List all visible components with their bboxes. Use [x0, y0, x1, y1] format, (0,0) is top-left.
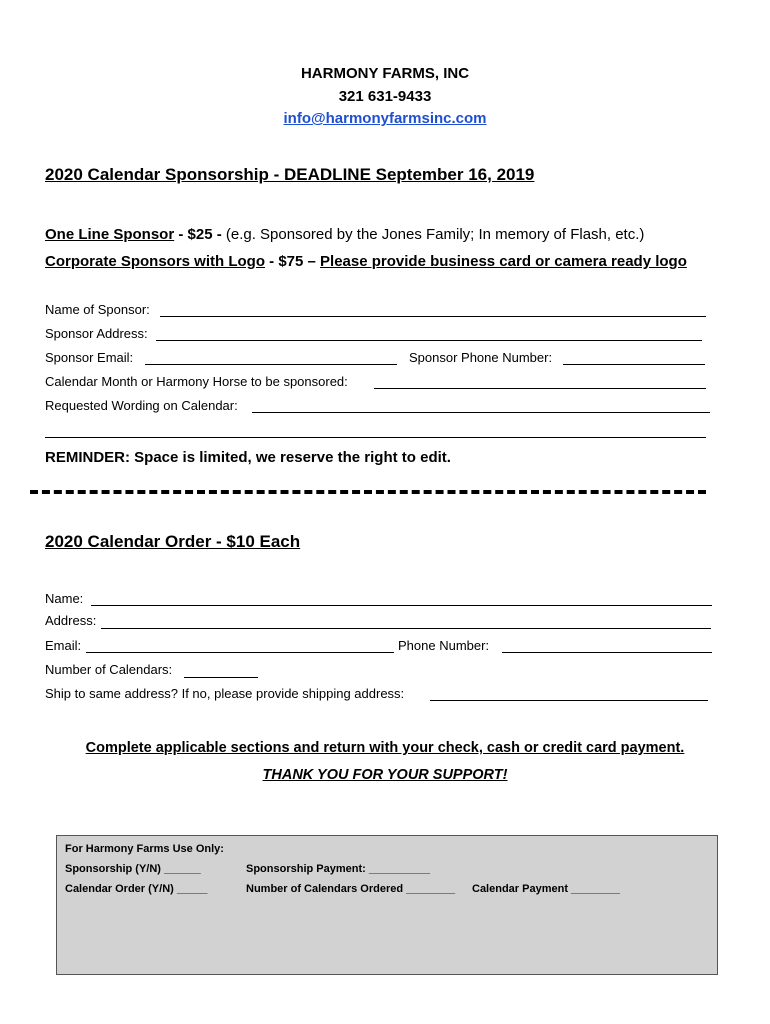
order-title: 2020 Calendar Order - $10 Each [45, 532, 301, 551]
order-phone-label: Phone Number: [398, 638, 490, 653]
sponsor-email-field[interactable] [145, 364, 397, 365]
requested-wording-field[interactable] [252, 412, 710, 413]
corporate-sponsor-row [45, 253, 687, 270]
one-line-sponsor-price: - $25 - [174, 226, 226, 243]
corporate-sponsor-note: Please provide business card or camera ready logo [320, 253, 687, 270]
requested-wording-label: Requested Wording on Calendar: [45, 398, 238, 413]
order-email-field[interactable] [86, 652, 394, 653]
company-name: HARMONY FARMS, INC [300, 65, 470, 82]
shipping-address-label: Ship to same address? If no, please provide shipping address: [45, 686, 405, 701]
sponsor-name-field[interactable] [160, 316, 706, 317]
shipping-address-field[interactable] [430, 700, 708, 701]
order-name-label: Name: [45, 591, 84, 606]
sponsor-email-label: Sponsor Email: [45, 350, 134, 365]
company-phone: 321 631-9433 [338, 88, 432, 105]
sponsor-address-label: Sponsor Address: [45, 326, 148, 341]
thank-you-text: THANK YOU FOR YOUR SUPPORT! [262, 767, 508, 783]
one-line-sponsor-row [45, 226, 644, 243]
order-email-label: Email: [45, 638, 82, 653]
calendar-count-label: Number of Calendars: [45, 662, 173, 677]
company-email-link[interactable]: info@harmonyfarmsinc.com [283, 110, 487, 127]
order-name-field[interactable] [91, 605, 712, 606]
order-address-field[interactable] [101, 628, 711, 629]
requested-wording-field-2[interactable] [45, 437, 706, 438]
reminder-text: REMINDER: Space is limited, we reserve the right to edit. [45, 449, 451, 466]
corporate-sponsor-label: Corporate Sponsors with Logo [45, 253, 265, 270]
instructions-container [0, 739, 770, 757]
calendar-month-label: Calendar Month or Harmony Horse to be sponsored: [45, 374, 348, 389]
thanks-container [0, 766, 770, 784]
calendar-count-field[interactable] [184, 677, 258, 678]
office-sponsorship-payment: Sponsorship Payment: __________ [246, 863, 431, 875]
sponsor-phone-field[interactable] [563, 364, 705, 365]
office-sponsorship-yn: Sponsorship (Y/N) ______ [65, 863, 201, 875]
sponsorship-title: 2020 Calendar Sponsorship - DEADLINE September 16, 2019 [45, 165, 535, 184]
return-instructions: Complete applicable sections and return with your check, cash or credit card payment. [85, 740, 685, 756]
office-calendar-payment: Calendar Payment ________ [472, 883, 620, 895]
office-calendar-order-yn: Calendar Order (Y/N) _____ [65, 883, 208, 895]
sponsor-address-field[interactable] [156, 340, 702, 341]
order-address-label: Address: [45, 613, 97, 628]
sponsor-phone-label: Sponsor Phone Number: [409, 350, 553, 365]
office-use-box [56, 835, 718, 975]
one-line-sponsor-example: (e.g. Sponsored by the Jones Family; In memory of Flash, etc.) [225, 226, 645, 243]
calendar-month-field[interactable] [374, 388, 706, 389]
order-phone-field[interactable] [502, 652, 712, 653]
cut-line-divider [30, 490, 706, 494]
company-email-container [0, 110, 770, 128]
one-line-sponsor-label: One Line Sponsor [45, 226, 175, 243]
office-use-heading: For Harmony Farms Use Only: [65, 843, 224, 855]
sponsor-name-label: Name of Sponsor: [45, 302, 150, 317]
office-calendars-ordered: Number of Calendars Ordered ________ [246, 883, 456, 895]
corporate-sponsor-price: - $75 – [265, 253, 321, 270]
